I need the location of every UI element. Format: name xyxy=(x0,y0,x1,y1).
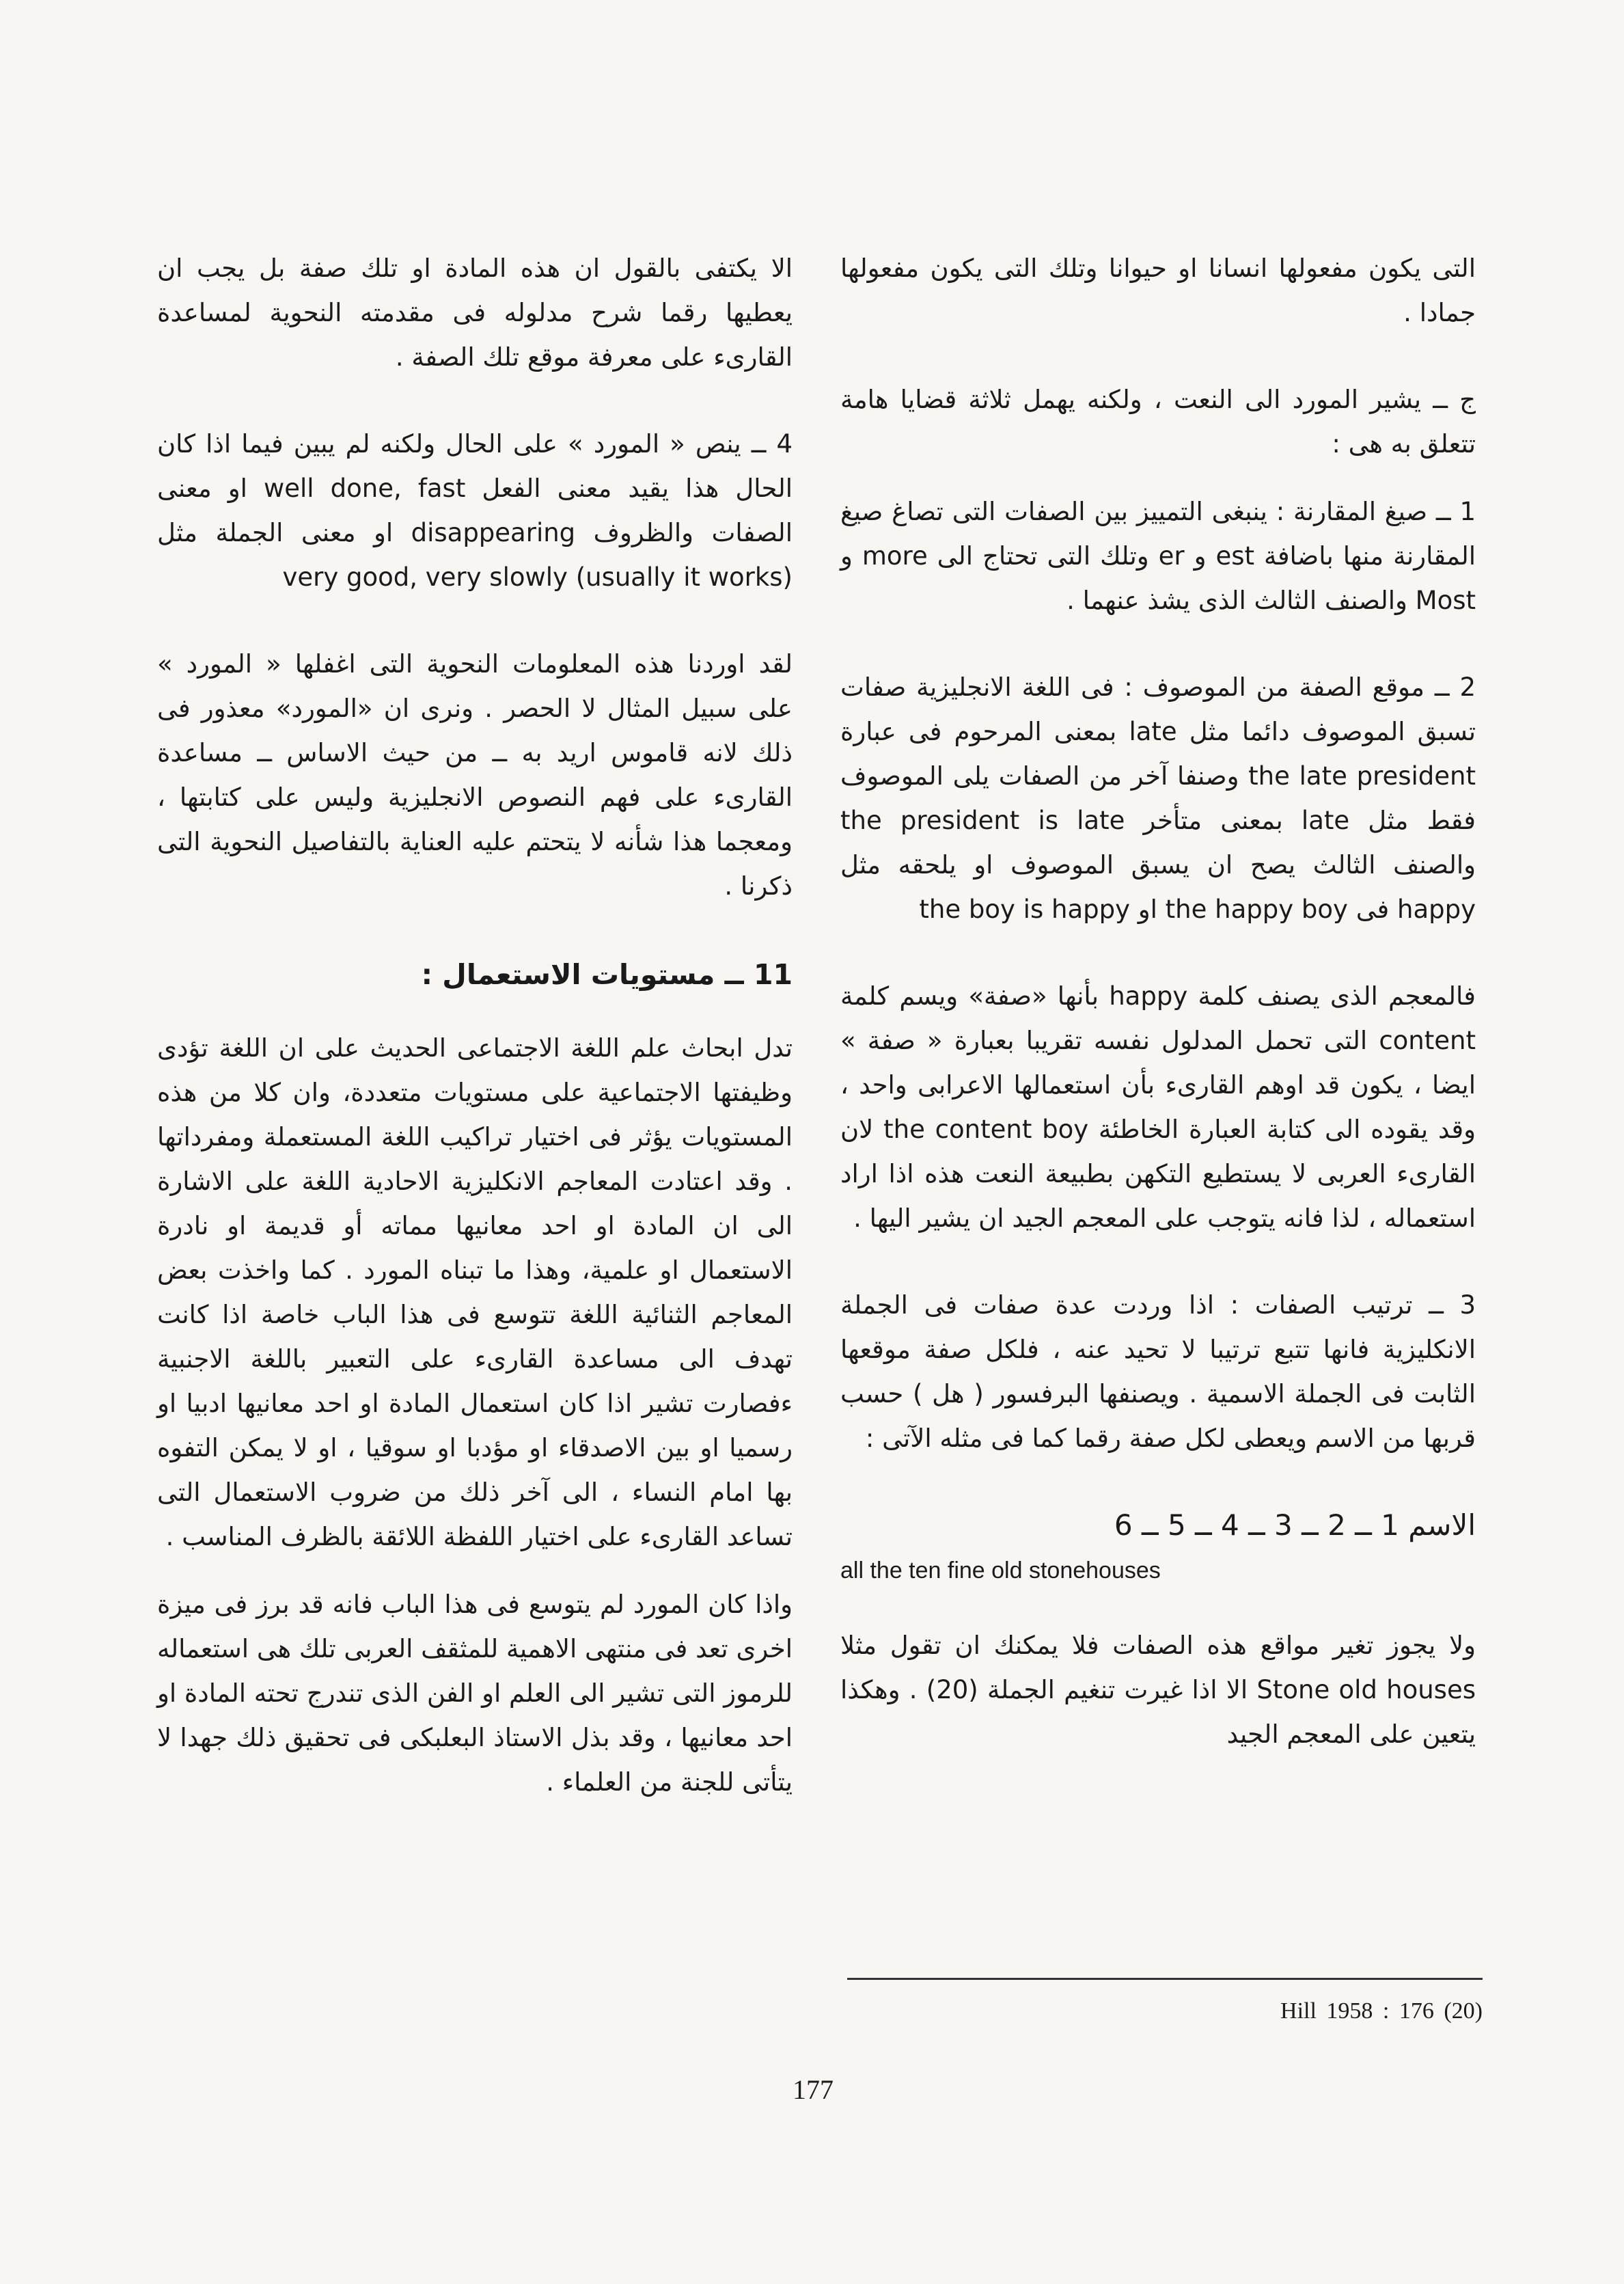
paragraph: التى يكون مفعولها انسانا او حيوانا وتلك التى يكون مفعولها جمادا . xyxy=(840,254,1476,327)
paragraph: واذا كان المورد لم يتوسع فى هذا الباب فانه قد برز فى ميزة اخرى تعد فى منتهى الاهمية للمثقف العربى تلك هى استعماله للرموز التى تشير الى العلم او الفن الذى تندرج تحته المادة او احد معانيها ، وقد بذل الاستاذ البعلبكى فى تحقيق ذلك جهدا لا يتأتى للجنة من العلماء . xyxy=(156,1590,793,1797)
paragraph: تدل ابحاث علم اللغة الاجتماعى الحديث على ان اللغة تؤدى وظيفتها الاجتماعية على مستويات متعددة، وان كلا من هذه المستويات يؤثر فى اختيار تراكيب اللغة المستعملة ومفرداتها . وقد اعتادت المعاجم الانكليزية الاحادية اللغة على الاشارة الى ان المادة او احد معانيها مماته أو قديمة او نادرة الاستعمال او علمية، وهذا ما تبناه المورد . كما واخذت بعض المعاجم الثنائية اللغة تتوسع فى هذا الباب خاصة اذا كانت تهدف الى مساعدة القارىء على التعبير باللغة الاجنبية ءفصارت تشير اذا كان استعمال المادة او احد معانيها ادبيا او رسميا او بين الاصدقاء او مؤدبا او سوقيا ، او لا يمكن التفوه بها امام النساء ، الى آخر ذلك من ضروب الاستعمال التى تساعد القارىء على اختيار اللفظة اللائقة بالظرف المناسب . xyxy=(157,1033,793,1551)
footnote: Hill 1958 : 176 (20) xyxy=(1280,1998,1483,2024)
adjective-order-sequence: الاسم 1 ــ 2 ــ 3 ــ 4 ــ 5 ــ 6 xyxy=(1114,1508,1476,1542)
page-number: 177 xyxy=(793,2074,834,2105)
paragraph: ج ــ يشير المورد الى النعت ، ولكنه يهمل ثلاثة قضايا هامة تتعلق به هى : xyxy=(840,385,1476,459)
paragraph: لقد اوردنا هذه المعلومات النحوية التى اغفلها « المورد » على سبيل المثال لا الحصر . ونرى ان «المورد» معذور فى ذلك لانه قاموس اريد به ــ من حيث الاساس ــ مساعدة القارىء على فهم النصوص الانجليزية وليس على كتابتها ، ومعجما هذا شأنه لا يتحتم عليه العناية بالتفاصيل النحوية التى ذكرنا . xyxy=(157,649,793,901)
paragraph: فالمعجم الذى يصنف كلمة happy بأنها «صفة» ويسم كلمة content التى تحمل المدلول نفسه تقريبا بعبارة « صفة » ايضا ، يكون قد اوهم القارىء بأن استعمالها الاعرابى واحد ، وقد يقوده الى كتابة العبارة الخاطئة the content boy لان القارىء العربى لا يستطيع التكهن بطبيعة النعت هذه اذا اراد استعماله ، لذا فانه يتوجب على المعجم الجيد ان يشير اليها . xyxy=(840,981,1476,1233)
paragraph: 3 ــ ترتيب الصفات : اذا وردت عدة صفات فى الجملة الانكليزية فانها تتبع ترتيبا لا تحيد عنه ، فلكل صفة موقعها الثابت فى الجملة الاسمية . ويصنفها البرفسور ( هل ) حسب قربها من الاسم ويعطى لكل صفة رقما كما فى مثله الآتى : xyxy=(840,1290,1476,1453)
footnote-divider xyxy=(847,1978,1483,1980)
left-column xyxy=(157,246,793,1847)
example-phrase: all the ten fine old stonehouses xyxy=(840,1558,1161,1583)
paragraph: ولا يجوز تغير مواقع هذه الصفات فلا يمكنك ان تقول مثلا Stone old houses الا اذا غيرت تنغيم الجملة (20) . وهكذا يتعين على المعجم الجيد xyxy=(840,1631,1476,1749)
paragraph: 4 ــ ينص « المورد » على الحال ولكنه لم يبين فيما اذا كان الحال هذا يقيد معنى الفعل well done, fast او معنى الصفات والظروف disappearing او معنى الجملة مثل very good, very slowly (usually it works) xyxy=(157,429,793,592)
right-column xyxy=(840,246,1476,1799)
paragraph: 2 ــ موقع الصفة من الموصوف : فى اللغة الانجليزية صفات تسبق الموصوف دائما مثل late بمعنى المرحوم فى عبارة the late president وصنفا آخر من الصفات يلى الموصوف فقط مثل late بمعنى متأخر the president is late والصنف الثالث يصح ان يسبق الموصوف او يلحقه مثل happy فى the happy boy او the boy is happy xyxy=(840,672,1476,924)
paragraph: الا يكتفى بالقول ان هذه المادة او تلك صفة بل يجب ان يعطيها رقما شرح مدلوله فى مقدمته النحوية لمساعدة القارىء على معرفة موقع تلك الصفة . xyxy=(157,254,793,372)
paragraph: 1 ــ صيغ المقارنة : ينبغى التمييز بين الصفات التى تصاغ صيغ المقارنة منها باضافة est و er وتلك التى تحتاج الى more و Most والصنف الثالث الذى يشذ عنهما . xyxy=(840,497,1476,615)
section-heading: 11 ــ مستويات الاستعمال : xyxy=(421,958,793,991)
